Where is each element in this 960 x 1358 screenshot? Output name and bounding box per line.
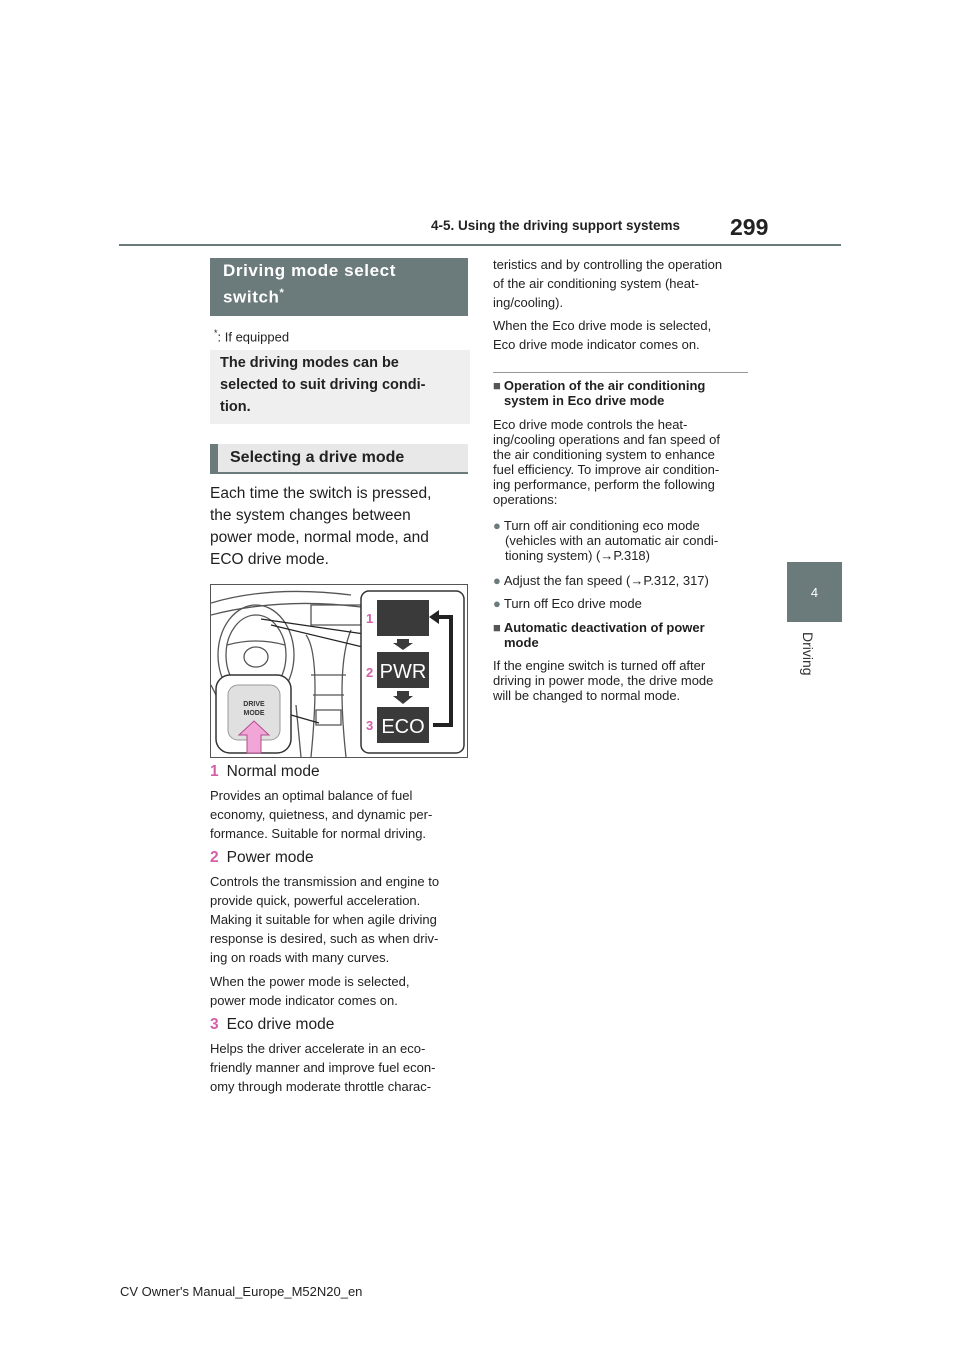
- item-text-line: Provides an optimal balance of fuel: [210, 788, 413, 803]
- intro-box: [210, 350, 470, 424]
- text-line: operations:: [493, 492, 558, 507]
- section-title-box: [210, 258, 468, 316]
- subheading: Selecting a drive mode: [210, 444, 468, 474]
- intro-line: The driving modes can be: [220, 355, 399, 371]
- section-title-line2: switch*: [223, 287, 285, 307]
- item-power-mode: 2 Power mode: [210, 849, 314, 866]
- chapter-label-text: Driving: [800, 632, 816, 676]
- item-text-line: formance. Suitable for normal driving.: [210, 826, 427, 841]
- item-text-line: provide quick, powerful acceleration.: [210, 893, 421, 908]
- section-title-line1: Driving mode select: [223, 261, 396, 280]
- subsection-title: ■ Operation of the air conditioning: [493, 378, 706, 393]
- bullet-text: (vehicles with an automatic air condi-: [505, 533, 719, 548]
- text-line: of the air conditioning system (heat-: [493, 276, 699, 291]
- bullet-icon: ●: [493, 518, 501, 533]
- bullet-item: ● Turn off air conditioning eco mode: [493, 518, 700, 533]
- normal-mode-indicator: [377, 600, 429, 636]
- bullet-icon: ●: [493, 596, 501, 611]
- text-line: teristics and by controlling the operation: [493, 257, 723, 272]
- intro-line: tion.: [220, 399, 251, 415]
- square-bullet-icon: ■: [493, 620, 501, 635]
- callout-3: 3: [366, 718, 374, 733]
- footnote: *: If equipped: [214, 328, 290, 345]
- drive-mode-figure: [210, 584, 468, 758]
- paragraph-line: ECO drive mode.: [210, 551, 329, 568]
- item-normal-mode: 1 Normal mode: [210, 763, 320, 780]
- eco-label: ECO: [381, 716, 425, 738]
- bullet-item: ● Adjust the fan speed (→P.312, 317): [493, 573, 709, 588]
- item-text-line: response is desired, such as when driv-: [210, 931, 439, 946]
- item-text-line: power mode indicator comes on.: [210, 993, 398, 1008]
- subsection-title: system in Eco drive mode: [504, 393, 665, 408]
- text-line: Eco drive mode indicator comes on.: [493, 337, 700, 352]
- text-line: ing/cooling operations and fan speed of: [493, 432, 720, 447]
- dashboard-illustration: [211, 585, 467, 757]
- pwr-label: PWR: [379, 661, 427, 683]
- section-heading: 4-5. Using the driving support systems: [431, 218, 681, 233]
- text-line: fuel efficiency. To improve air condition-: [493, 462, 720, 477]
- item-text-line: Controls the transmission and engine to: [210, 874, 440, 889]
- text-line: driving in power mode, the drive mode: [493, 673, 714, 688]
- text-line: Eco drive mode controls the heat-: [493, 417, 688, 432]
- item-text-line: When the power mode is selected,: [210, 974, 410, 989]
- chapter-tab: [787, 562, 842, 622]
- subsection-title: mode: [504, 635, 539, 650]
- page-number: 299: [730, 214, 769, 240]
- item-eco-mode: 3 Eco drive mode: [210, 1016, 335, 1033]
- chapter-label: [790, 632, 840, 692]
- bullet-icon: ●: [493, 573, 501, 588]
- paragraph-line: the system changes between: [210, 507, 411, 524]
- item-text-line: Making it suitable for when agile driving: [210, 912, 437, 927]
- paragraph-line: Each time the switch is pressed,: [210, 485, 432, 502]
- chapter-number: 4: [810, 584, 819, 600]
- intro-line: selected to suit driving condi-: [220, 377, 426, 393]
- callout-1: 1: [366, 611, 374, 626]
- paragraph-line: power mode, normal mode, and: [210, 529, 429, 546]
- item-text-line: ing on roads with many curves.: [210, 950, 390, 965]
- item-text-line: friendly manner and improve fuel econ-: [210, 1060, 436, 1075]
- bullet-item: ● Turn off Eco drive mode: [493, 596, 642, 611]
- text-line: If the engine switch is turned off after: [493, 658, 706, 673]
- footer-text: CV Owner's Manual_Europe_M52N20_en: [120, 1284, 363, 1299]
- item-text-line: Helps the driver accelerate in an eco-: [210, 1041, 426, 1056]
- text-line: ing performance, perform the following: [493, 477, 715, 492]
- mode-label: MODE: [243, 710, 265, 717]
- item-text-line: economy, quietness, and dynamic per-: [210, 807, 433, 822]
- text-line: ing/cooling).: [493, 295, 564, 310]
- text-line: will be changed to normal mode.: [493, 688, 681, 703]
- text-line: the air conditioning system to enhance: [493, 447, 715, 462]
- text-line: When the Eco drive mode is selected,: [493, 318, 712, 333]
- square-bullet-icon: ■: [493, 378, 501, 393]
- drive-label: DRIVE: [243, 701, 265, 708]
- bullet-text: tioning system) (→P.318): [505, 548, 650, 563]
- callout-2: 2: [366, 665, 374, 680]
- subsection-title: ■ Automatic deactivation of power: [493, 620, 705, 635]
- item-text-line: omy through moderate throttle charac-: [210, 1079, 432, 1094]
- section-divider: [493, 372, 748, 373]
- header-rule: [119, 244, 841, 246]
